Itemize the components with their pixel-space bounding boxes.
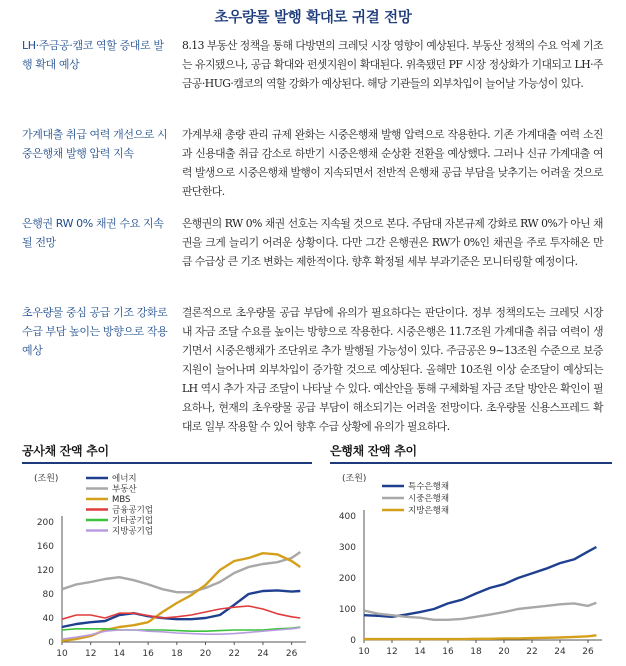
y-tick-label: 0 xyxy=(350,636,356,646)
y-tick-label: 400 xyxy=(338,512,356,522)
page-title: 초우량물 발행 확대로 귀결 전망 xyxy=(214,10,412,26)
chart-title: 은행채 잔액 추이 xyxy=(330,444,417,458)
section-body: 은행권의 RW 0% 채권 선호는 지속될 것으로 본다. 주담대 자본규제 강화로 RW 0%가 아닌 채권을 크게 늘리기 어려운 상황이다. 다만 그간 은행권은 RW가 0%인 채권을 주로 투자해온 만큼 수급상 큰 기조 변화는 제한적이다. 향후 확정될 세부 부과기준은 모니터링할 예정이다. xyxy=(182,217,603,268)
x-tick-label: 24 xyxy=(257,649,269,659)
legend-label: 특수은행채 xyxy=(408,482,450,492)
y-tick-label: 0 xyxy=(48,638,54,648)
x-tick-label: 18 xyxy=(470,647,482,657)
section-body: 8.13 부동산 정책을 통해 다방면의 크레딧 시장 영향이 예상된다. 부동산 정책의 수요 억제 기조는 유지됐으나, 공급 확대와 펀셋지원이 확대된다. 위축됐던 PF 시장 정상화가 기대되고 LH·주금공·HUG·캠코의 역할 강화가 예상된다. 해당 기관들의 외부차입이 늘어날 가능성이 있다. xyxy=(182,39,603,90)
section-heading: 초우량물 중심 공급 기조 강화로 수급 부담 높이는 방향으로 작용 예상 xyxy=(22,306,168,357)
section-heading: 가계대출 취급 여력 개선으로 시중은행채 발행 압력 지속 xyxy=(22,128,168,160)
x-tick-label: 22 xyxy=(526,647,538,657)
series-line xyxy=(62,553,300,641)
series-line xyxy=(364,603,596,620)
x-tick-label: 20 xyxy=(498,647,510,657)
legend-label: MBS xyxy=(112,495,131,505)
x-tick-label: 22 xyxy=(228,649,240,659)
x-tick-label: 10 xyxy=(56,649,68,659)
x-tick-label: 12 xyxy=(84,649,97,659)
y-tick-label: 200 xyxy=(36,518,54,528)
y-axis-unit-label: (조원) xyxy=(34,474,59,484)
section-body: 가계부채 총량 관리 규제 완화는 시중은행채 발행 압력으로 작용한다. 기존 가계대출 여력 소진과 신용대출 취급 감소로 하반기 시중은행채 순상환 전환을 예상했다. 그러나 신규 가계대출 여력 발생으로 시중은행채 발행이 지속되면서 전반적 은행채 공급 부담을 낮추기는 어려울 것으로 판단한다. xyxy=(182,128,603,198)
chart-bank-bonds xyxy=(330,442,612,664)
x-tick-label: 12 xyxy=(386,647,398,657)
series-line xyxy=(62,552,300,592)
y-tick-label: 40 xyxy=(42,614,54,624)
y-tick-label: 300 xyxy=(338,543,356,553)
y-tick-label: 100 xyxy=(338,605,356,615)
y-tick-label: 160 xyxy=(36,542,54,552)
section-heading: LH·주금공·캠코 역할 증대로 발행 확대 예상 xyxy=(22,39,164,71)
x-tick-label: 14 xyxy=(113,649,126,659)
legend-label: 시중은행채 xyxy=(408,494,450,504)
x-tick-label: 18 xyxy=(171,649,183,659)
legend-label: 금융공기업 xyxy=(112,505,154,516)
section-body: 결론적으로 초우량물 공급 부담에 유의가 필요하다는 판단이다. 정부 정책의도는 크레딧 시장 내 자금 조달 수요를 높이는 방향으로 작용한다. 시중은행은 11.7조원 가계대출 취급 여력이 생기면서 시중은행채가 조단위로 추가 발행될 가능성이 있다. 주금공은 9~13조원 수준으로 보증지원이 늘어나며 외부차입이 증가할 것으로 예상된다. 올해만 10조원 이상 순조달이 예상되는 LH 역시 추가 자금 조달이 나타날 수 있다. 예산안을 통해 구체화될 자금 조달 방안은 확인이 필요하나, 현재의 초우량물 공급 부담이 해소되기는 어려울 전망이다. 초우량물 신용스프레드 확대로 일부 작용할 수 있어 향후 수급 상황에 유의가 필요하다. xyxy=(182,306,603,433)
legend-label: 지방은행채 xyxy=(408,506,450,516)
x-tick-label: 26 xyxy=(285,649,298,659)
x-tick-label: 20 xyxy=(199,649,212,659)
y-tick-label: 80 xyxy=(42,590,54,600)
series-line xyxy=(62,606,300,619)
chart-bank-bonds-plot xyxy=(330,464,612,664)
legend-label: 부동산 xyxy=(112,484,137,495)
series-line xyxy=(364,547,596,617)
legend-label: 에너지 xyxy=(112,474,137,484)
x-tick-label: 14 xyxy=(414,647,426,657)
x-tick-label: 24 xyxy=(554,647,566,657)
chart-public-bonds xyxy=(22,442,312,664)
x-tick-label: 16 xyxy=(142,649,154,659)
x-tick-label: 16 xyxy=(442,647,454,657)
y-tick-label: 120 xyxy=(36,566,54,576)
x-tick-label: 26 xyxy=(582,647,594,657)
series-line xyxy=(62,590,300,627)
legend-label: 기타공기업 xyxy=(112,516,154,526)
series-line xyxy=(364,635,596,639)
chart-title: 공사채 잔액 추이 xyxy=(22,444,109,458)
x-tick-label: 10 xyxy=(358,647,370,657)
chart-public-bonds-plot xyxy=(22,464,312,664)
y-tick-label: 200 xyxy=(338,574,356,584)
section-heading: 은행권 RW 0% 채권 수요 지속될 전망 xyxy=(22,217,164,249)
legend-label: 지방공기업 xyxy=(112,526,154,537)
y-axis-unit-label: (조원) xyxy=(342,474,367,484)
